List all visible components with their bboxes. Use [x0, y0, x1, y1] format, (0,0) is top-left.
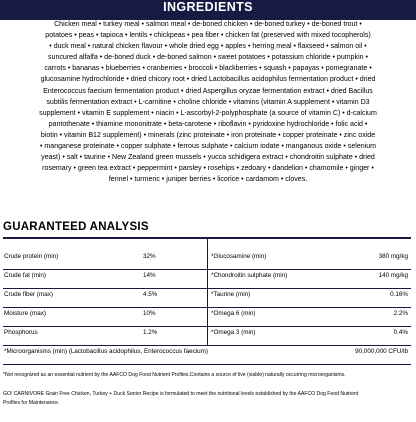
analysis-right-value: 140 mg/kg: [378, 272, 408, 279]
aafco-statement: Profiles for Maintenance.: [3, 400, 60, 406]
ingredients-line: pantothenate • thiamine mononitrate • beta-carotene • riboflavin • pyridoxine hydrochloride • folic acid •: [48, 120, 368, 128]
analysis-row-rule: [3, 269, 411, 270]
ingredients-line: • manganese proteinate • copper sulphate • ferrous sulphate • calcium iodate • manganous oxide • selenium: [39, 143, 377, 151]
microorganisms-value: 90,000,000 CFU/lb: [355, 348, 408, 355]
ingredients-line: potatoes • peas • tapioca • lentils • chickpeas • pea fiber • chicken fat (preserved with mixed tocopherols): [45, 32, 371, 40]
ingredients-line: glucosamine hydrochloride • dried chicory root • dried Lactobacillus acidophilus fermentation product • dried: [40, 76, 376, 84]
ingredients-line: Enterococcus faecium fermentation product • dried Aspergillus oryzae fermentation extract • dried Bacillus: [43, 87, 373, 95]
ingredients-line: subtilis fermentation extract • L-carnitine • choline chloride • vitamins (vitamin A supplement • vitamin D3: [46, 98, 370, 106]
analysis-right-label: *Omega 3 (min): [211, 329, 256, 336]
analysis-left-label: Phosphorus: [4, 329, 38, 336]
analysis-title: GUARANTEED ANALYSIS: [3, 221, 149, 233]
analysis-row-rule: [3, 307, 411, 308]
analysis-right-label: *Taurine (min): [211, 291, 251, 298]
analysis-right-value: 2.2%: [393, 310, 408, 317]
ingredients-line: suncured alfalfa • de-boned duck • de-boned salmon • sweet potatoes • potassium chloride • pumpkin •: [48, 54, 368, 62]
analysis-row-rule: [3, 326, 411, 327]
ingredients-line: fennel • turmeric • juniper berries • licorice • cardamom • cloves.: [108, 176, 308, 184]
ingredients-line: • duck meal • natural chicken flavour • whole dried egg • apples • herring meal • flaxseed • salmon oil •: [49, 43, 367, 51]
aafco-footnote: *Not recognized as an essential nutrient by the AAFCO Dog Food Nutrient Profiles.Contains a source of live (viable) naturally occurring microorganisms.: [3, 372, 346, 378]
analysis-left-label: Crude fat (min): [4, 272, 46, 279]
analysis-row-rule: [3, 288, 411, 289]
analysis-right-value: 380 mg/kg: [378, 253, 408, 260]
ingredients-header: [0, 0, 416, 20]
microorganisms-label: *Microorganisms (min) (Lactobacillus acidophilus, Enterococcus faecium): [4, 348, 209, 355]
analysis-left-label: Moisture (max): [4, 310, 46, 317]
analysis-left-label: Crude protein (min): [4, 253, 59, 260]
analysis-bottom-rule: [3, 364, 411, 365]
ingredients-line: rosemary • green tea extract • peppermint • parsley • rosehips • zedoary • dandelion • chamomile • ginger •: [42, 165, 374, 173]
analysis-left-label: Crude fiber (max): [4, 291, 53, 298]
aafco-statement: GO! CARNIVORE Grain Free Chicken, Turkey + Duck Senior Recipe is formulated to meet the nutritional levels established by the AAFCO Dog Food Nutrient: [3, 391, 359, 397]
ingredients-title: INGREDIENTS: [163, 0, 253, 14]
analysis-left-value: 4.5%: [143, 291, 158, 298]
analysis-row-rule: [3, 345, 411, 346]
analysis-right-label: *Glucosamine (min): [211, 253, 267, 260]
ingredients-line: yeast) • salt • taurine • New Zealand green mussels • yucca schidigera extract • chondroitin sulphate • dried: [41, 154, 375, 162]
analysis-left-value: 1.2%: [143, 329, 158, 336]
analysis-left-value: 14%: [143, 272, 156, 279]
ingredients-list: [1, 19, 415, 185]
ingredients-line: Chicken meal • turkey meal • salmon meal • de-boned chicken • de-boned turkey • de-boned trout •: [54, 21, 362, 28]
analysis-right-value: 0.4%: [393, 329, 408, 336]
analysis-right-value: 0.16%: [390, 291, 408, 298]
analysis-column-divider: [207, 238, 208, 345]
analysis-left-value: 10%: [143, 310, 156, 317]
ingredients-line: supplement • vitamin E supplement • niacin • L-ascorbyl-2-polyphosphate (a source of vitamin C) • d-calcium: [39, 109, 377, 117]
ingredients-line: carrots • bananas • blueberries • cranberries • broccoli • blackberries • squash • papayas • pomegranate •: [44, 65, 372, 73]
analysis-right-label: *Chondroitin sulphate (min): [211, 272, 288, 279]
analysis-right-label: *Omega 6 (min): [211, 310, 256, 317]
analysis-left-value: 32%: [143, 253, 156, 260]
ingredients-line: biotin • vitamin B12 supplement) • minerals (zinc proteinate • iron proteinate • copper proteinate • zinc oxide: [40, 131, 376, 139]
